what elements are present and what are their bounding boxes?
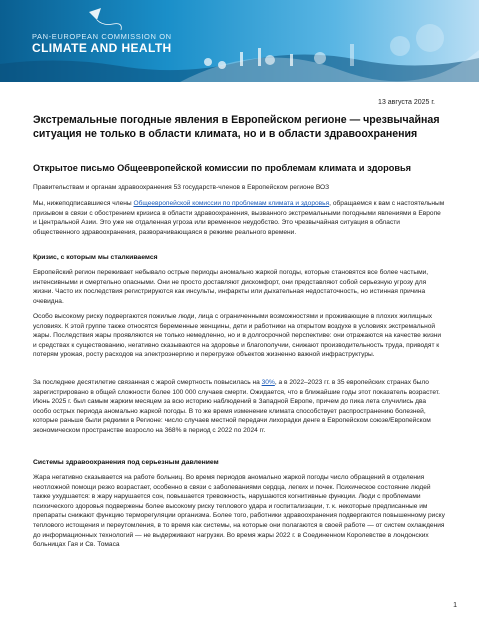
intro-paragraph <box>33 199 446 237</box>
mortality-text-end: , а в 2022–2023 гг. в 35 европейских странах было зарегистрировано в общей сложности более 100 000 случаев смерти. Ожидается, что в ближайшие годы этот показатель возрастет. Июнь 2025 г. был самым жарким месяцем за всю историю наблюдений в Западной Европе, причем до пика лета случились два особо острых периода аномально жаркой погоды. В то же время изменение климата способствует распространению болезней, которые раньше были редкими в Регионе: число случаев местной передачи лихорадки денге в Европейском союзе/Европейском экономическом пространстве возросло на 368% в период с 2022 по 2024 гг. <box>33 379 440 434</box>
commission-link[interactable]: Общеевропейской комиссии по проблемам климата и здоровья <box>133 200 330 207</box>
health-systems-paragraph: Жара негативно сказывается на работе больниц. Во время периодов аномально жаркой погоды число обращений в отделения неотложной помощи резко возрастает, особенно в связи с заболеваниями сердца, легких и почек. Психическое состояние людей также ухудшается: в жару нарушается сон, повышается тревожность, нарушаются когнитивные функции. Люди с проблемами психического здоровья подвержены более высокому риску теплового удара и госпитализации, т. к. некоторые предписанные им препараты снижают функцию терморегуляции организма. Более того, работники здравоохранения подвергаются повышенному риску теплового истощения и переутомления, в то время как системы, на которые они полагаются в своей работе — от систем охлаждения до информационных технологий — не выдерживают нагрузки. Во время жары 2022 г. в Соединенном Королевстве в лондонских больницах Гая и Св. Томаса <box>33 474 445 549</box>
section-heading-health-systems: Системы здравоохранения под серьезным давлением <box>33 459 219 466</box>
crisis-paragraph-3 <box>33 378 446 436</box>
kite-icon <box>83 6 123 34</box>
mortality-link[interactable]: 30% <box>261 379 275 386</box>
section-heading-crisis: Кризис, с которым мы сталкиваемся <box>33 254 158 261</box>
logo-line-2: CLIMATE AND HEALTH <box>32 41 172 55</box>
mortality-text-start: За последнее десятилетие связанная с жарой смертность повысилась на <box>33 379 262 386</box>
crisis-paragraph-2: Особо высокому риску подвергаются пожилые люди, лица с ограниченными возможностями и проживающие в плохих жилищных условиях. К этой группе также относятся беременные женщины, дети и работники на открытом воздухе в условиях экстремальной жары. Последствия жары проявляются не только немедленно, но и в долгосрочной перспективе: они отражаются на качестве жизни и средствах к существованию, негативно сказываются на здоровье и благополучии, снижают производительность труда, приводят к потерям урожая, росту расходов на электроэнергию и перегрузке объектов жизненно важной инфраструктуры. <box>33 313 442 359</box>
crisis-paragraph-1: Европейский регион переживает небывало острые периоды аномально жаркой погоды, которые становятся все более частыми, интенсивными и смертельно опасными. Они не просто доставляют дискомфорт, они представляют собой серьезную угрозу для жизни. Часто их последствия регистрируются как инсульты, инфаркты или дыхательная недостаточность, но истинная причина очевидна. <box>33 269 429 305</box>
addressee-line: Правительствам и органам здравоохранения 53 государств-членов в Европейском регионе ВОЗ <box>33 184 330 191</box>
letter-date: 13 августа 2025 г. <box>378 99 435 106</box>
document-title: Экстремальные погодные явления в Европейском регионе — чрезвычайная ситуация не только в области климата, но и в области здравоохранения <box>33 114 440 140</box>
header-banner <box>0 0 479 82</box>
document-subtitle: Открытое письмо Общеевропейской комиссии по проблемам климата и здоровья <box>33 163 412 173</box>
page-number: 1 <box>453 602 457 609</box>
intro-text-start: Мы, нижеподписавшиеся члены <box>33 200 134 207</box>
logo-line-1: PAN-EUROPEAN COMMISSION ON <box>32 32 172 41</box>
intro-text-end: , обращаемся к вам с настоятельным призывом в связи с обострением кризиса в области здравоохранения, вызванного экстремальными погодными явлениями в Европе и Центральной Азии. Это уже не отдаленная угроза или временное неудобство. Это чрезвычайная ситуация в области общественного здравоохранения, разворачивающаяся в режиме реального времени. <box>33 200 445 236</box>
